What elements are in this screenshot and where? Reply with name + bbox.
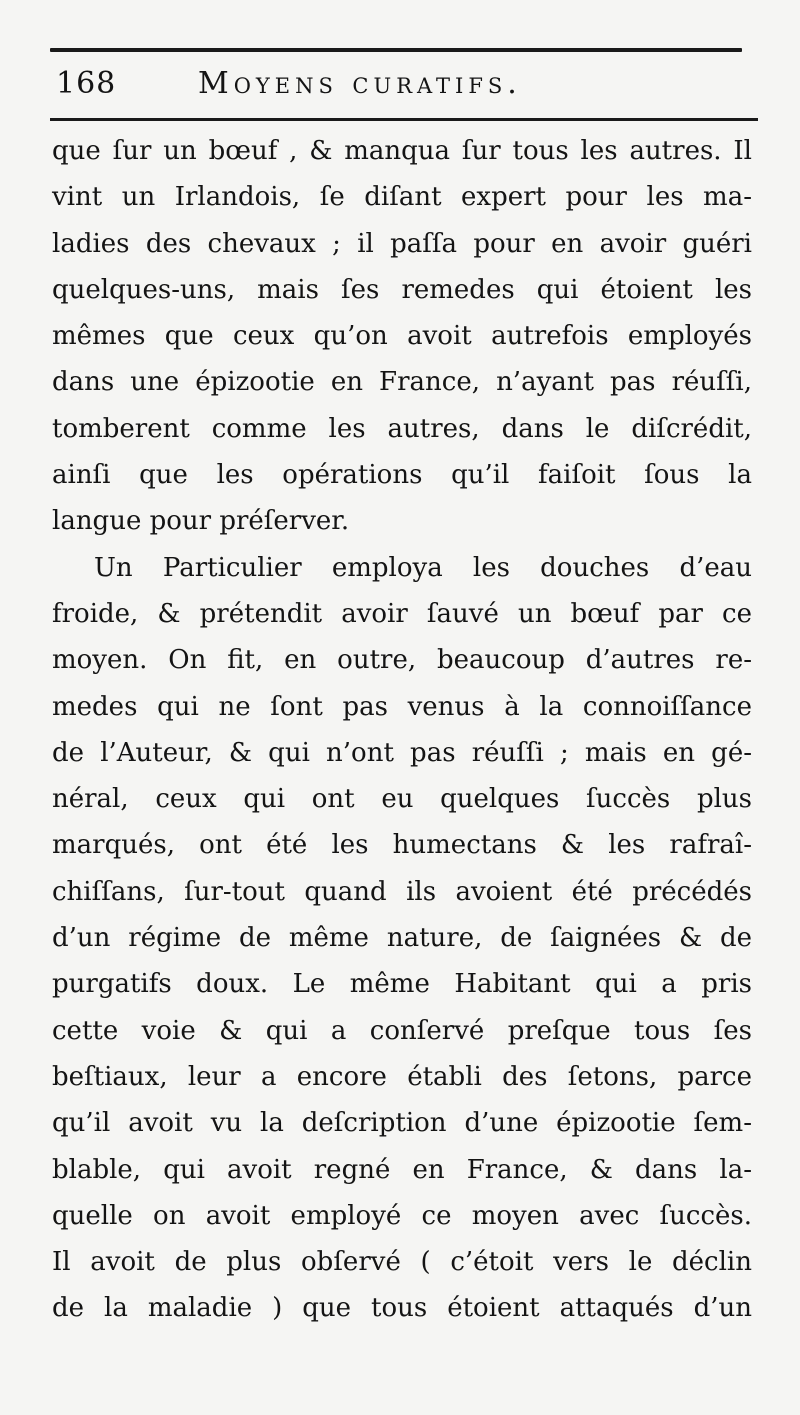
text-line: tomberent comme les autres, dans le diſcrédit, <box>52 413 752 444</box>
text-line: beſtiaux, leur a encore établi des ſetons, parce <box>52 1061 752 1092</box>
text-line: quelle on avoit employé ce moyen avec ſuccès. <box>52 1200 752 1231</box>
text-line: d’un régime de même nature, de ſaignées & de <box>52 923 752 954</box>
text-line: que ſur un bœuf , & manqua ſur tous les autres. Il <box>52 136 752 166</box>
text-line-paragraph-end: langue pour préſerver. <box>52 506 350 537</box>
text-line: mêmes que ceux qu’on avoit autrefois employés <box>52 321 752 352</box>
running-head: Moyens curatifs. <box>198 66 522 101</box>
text-line: qu’il avoit vu la deſcription d’une épizootie ſem- <box>52 1108 752 1139</box>
text-line: purgatifs doux. Le même Habitant qui a pris <box>52 969 752 1000</box>
text-line: froide, & prétendit avoir ſauvé un bœuf par ce <box>52 598 752 629</box>
text-line: cette voie & qui a conſervé preſque tous ſes <box>52 1015 752 1046</box>
text-line: ladies des chevaux ; il paſſa pour en avoir guéri <box>52 228 752 259</box>
page-number: 168 <box>56 66 117 101</box>
page-header <box>50 62 742 108</box>
text-line: chiſſans, ſur-tout quand ils avoient été précédés <box>52 876 752 907</box>
text-line: quelques-uns, mais ſes remedes qui étoient les <box>52 274 752 305</box>
text-line-paragraph-start: Un Particulier employa les douches d’eau <box>94 552 752 583</box>
text-line: de l’Auteur, & qui n’ont pas réuſſi ; mais en gé- <box>52 737 752 768</box>
text-line: medes qui ne ſont pas venus à la connoiſſance <box>52 691 752 722</box>
body-text <box>52 128 752 1332</box>
text-line: moyen. On fit, en outre, beaucoup d’autres re- <box>52 645 752 676</box>
text-line: blable, qui avoit regné en France, & dans la- <box>52 1154 752 1185</box>
text-line: vint un Irlandois, ſe diſant expert pour les ma- <box>52 182 752 213</box>
text-line: marqués, ont été les humectans & les rafraî- <box>52 830 752 861</box>
text-line: néral, ceux qui ont eu quelques ſuccès plus <box>52 784 752 815</box>
text-line: ainſi que les opérations qu’il faiſoit ſous la <box>52 460 752 491</box>
text-line: de la maladie ) que tous étoient attaqués d’un <box>52 1293 752 1324</box>
header-rule-bottom <box>50 118 758 121</box>
text-line: Il avoit de plus obſervé ( c’étoit vers le déclin <box>52 1247 752 1278</box>
header-rule-top <box>50 48 742 52</box>
text-line: dans une épizootie en France, n’ayant pas réuſſi, <box>52 367 752 398</box>
